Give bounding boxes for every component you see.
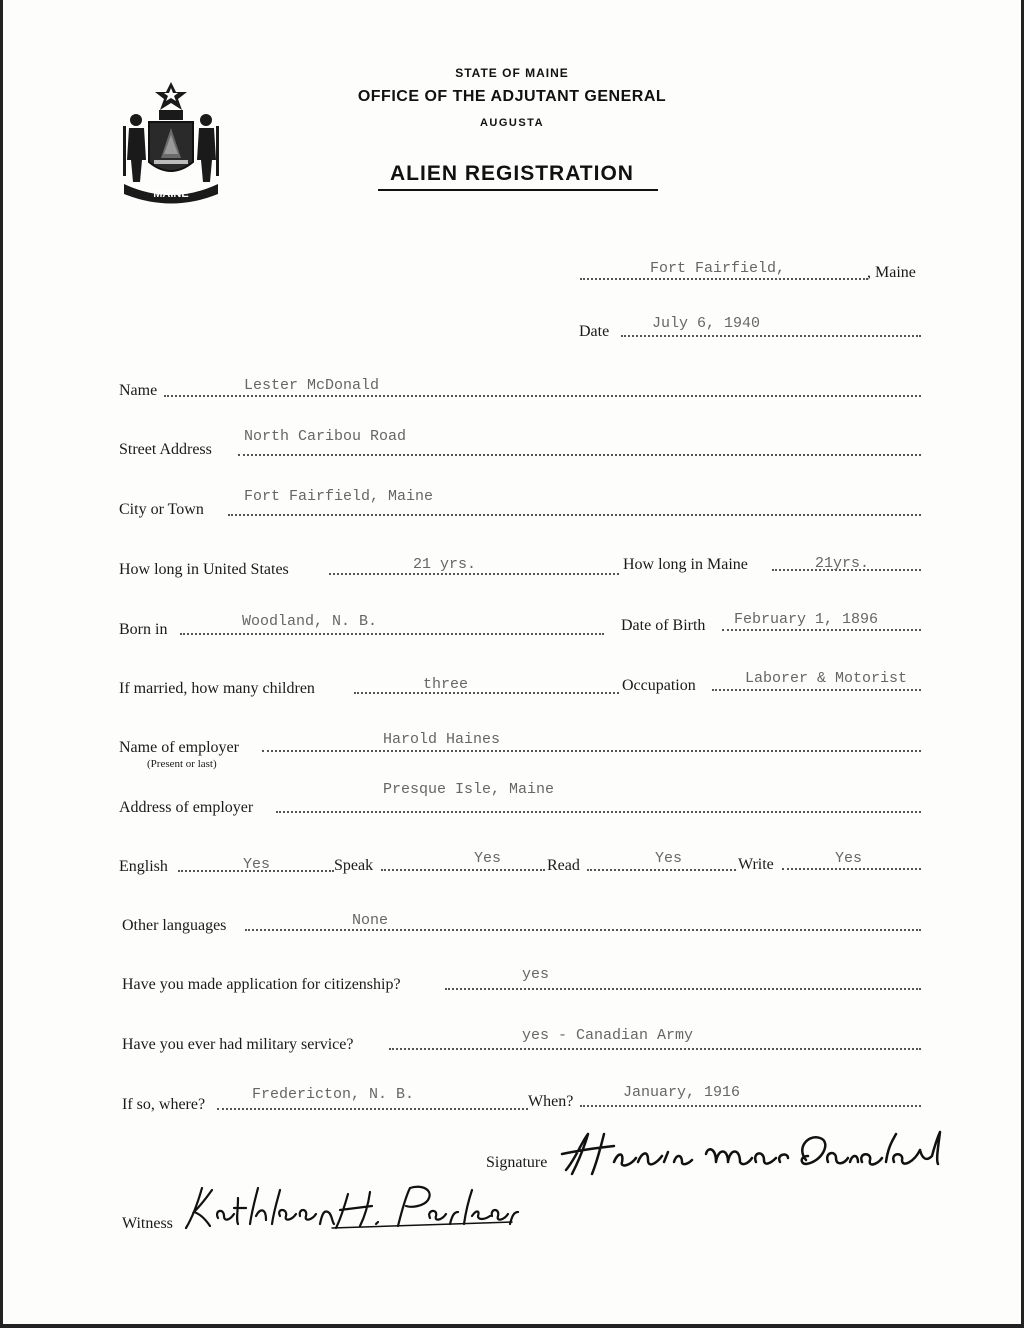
military-value: yes - Canadian Army bbox=[522, 1027, 694, 1044]
employer-value: Harold Haines bbox=[383, 731, 501, 748]
born-line bbox=[180, 633, 604, 635]
street-value: North Caribou Road bbox=[244, 428, 407, 445]
speak-value: Yes bbox=[474, 850, 502, 867]
city-line bbox=[228, 514, 921, 516]
maine-time-label: How long in Maine bbox=[623, 556, 748, 573]
dob-value: February 1, 1896 bbox=[734, 611, 879, 628]
street-label: Street Address bbox=[119, 441, 212, 458]
office-heading: OFFICE OF THE ADJUTANT GENERAL bbox=[357, 88, 667, 105]
english-value: Yes bbox=[243, 856, 271, 873]
signature-label: Signature bbox=[486, 1154, 548, 1171]
us-time-line bbox=[329, 573, 619, 575]
employer-label: Name of employer bbox=[119, 739, 239, 756]
employer-sublabel: (Present or last) bbox=[147, 758, 217, 770]
where-line bbox=[217, 1108, 528, 1110]
other-languages-value: None bbox=[352, 912, 389, 929]
name-value: Lester McDonald bbox=[244, 377, 380, 394]
born-label: Born in bbox=[119, 621, 168, 638]
state-heading: STATE OF MAINE bbox=[455, 66, 569, 80]
write-label: Write bbox=[738, 856, 774, 873]
when-value: January, 1916 bbox=[623, 1084, 741, 1101]
name-label: Name bbox=[119, 382, 158, 399]
city-label: City or Town bbox=[119, 501, 204, 518]
when-label: When? bbox=[528, 1093, 574, 1110]
date-value: July 6, 1940 bbox=[652, 315, 761, 332]
form-title: ALIEN REGISTRATION bbox=[390, 162, 634, 185]
place-state-label: , Maine bbox=[867, 264, 916, 281]
svg-text:MAINE: MAINE bbox=[153, 188, 189, 200]
citizenship-line bbox=[445, 988, 921, 990]
occupation-line bbox=[712, 689, 921, 691]
where-value: Fredericton, N. B. bbox=[252, 1086, 415, 1103]
speak-line bbox=[381, 869, 545, 871]
dob-label: Date of Birth bbox=[621, 617, 706, 634]
title-underline bbox=[378, 189, 658, 191]
other-languages-line bbox=[245, 929, 921, 931]
citizenship-value: yes bbox=[522, 966, 550, 983]
speak-label: Speak bbox=[334, 857, 374, 874]
date-label: Date bbox=[579, 323, 610, 340]
city-heading: AUGUSTA bbox=[479, 117, 545, 129]
read-value: Yes bbox=[655, 850, 683, 867]
us-time-value: 21 yrs. bbox=[413, 556, 477, 573]
applicant-signature bbox=[556, 1128, 956, 1178]
name-line bbox=[164, 395, 921, 397]
born-value: Woodland, N. B. bbox=[242, 613, 378, 630]
occupation-value: Laborer & Motorist bbox=[745, 670, 908, 687]
employer-line bbox=[262, 750, 921, 752]
write-value: Yes bbox=[835, 850, 863, 867]
citizenship-label: Have you made application for citizenship? bbox=[122, 976, 401, 993]
children-value: three bbox=[423, 676, 469, 693]
children-line bbox=[354, 692, 619, 694]
write-line bbox=[782, 868, 921, 870]
witness-signature bbox=[172, 1180, 522, 1232]
employer-address-value: Presque Isle, Maine bbox=[383, 781, 555, 798]
other-languages-label: Other languages bbox=[122, 917, 227, 934]
maine-time-value: 21yrs. bbox=[815, 555, 870, 572]
english-label: English bbox=[119, 858, 168, 875]
when-line bbox=[580, 1105, 921, 1107]
place-value: Fort Fairfield, bbox=[650, 260, 786, 277]
read-line bbox=[587, 869, 736, 871]
witness-label: Witness bbox=[122, 1215, 173, 1232]
military-label: Have you ever had military service? bbox=[122, 1036, 354, 1053]
employer-address-label: Address of employer bbox=[119, 799, 254, 816]
street-line bbox=[238, 454, 921, 456]
read-label: Read bbox=[547, 857, 580, 874]
children-label: If married, how many children bbox=[119, 680, 315, 697]
place-line bbox=[580, 278, 868, 280]
military-line bbox=[389, 1048, 921, 1050]
city-value: Fort Fairfield, Maine bbox=[244, 488, 434, 505]
us-time-label: How long in United States bbox=[119, 561, 289, 578]
where-label: If so, where? bbox=[122, 1096, 206, 1113]
dob-line bbox=[722, 629, 921, 631]
date-line bbox=[621, 335, 921, 337]
occupation-label: Occupation bbox=[622, 677, 696, 694]
employer-address-line bbox=[276, 811, 921, 813]
